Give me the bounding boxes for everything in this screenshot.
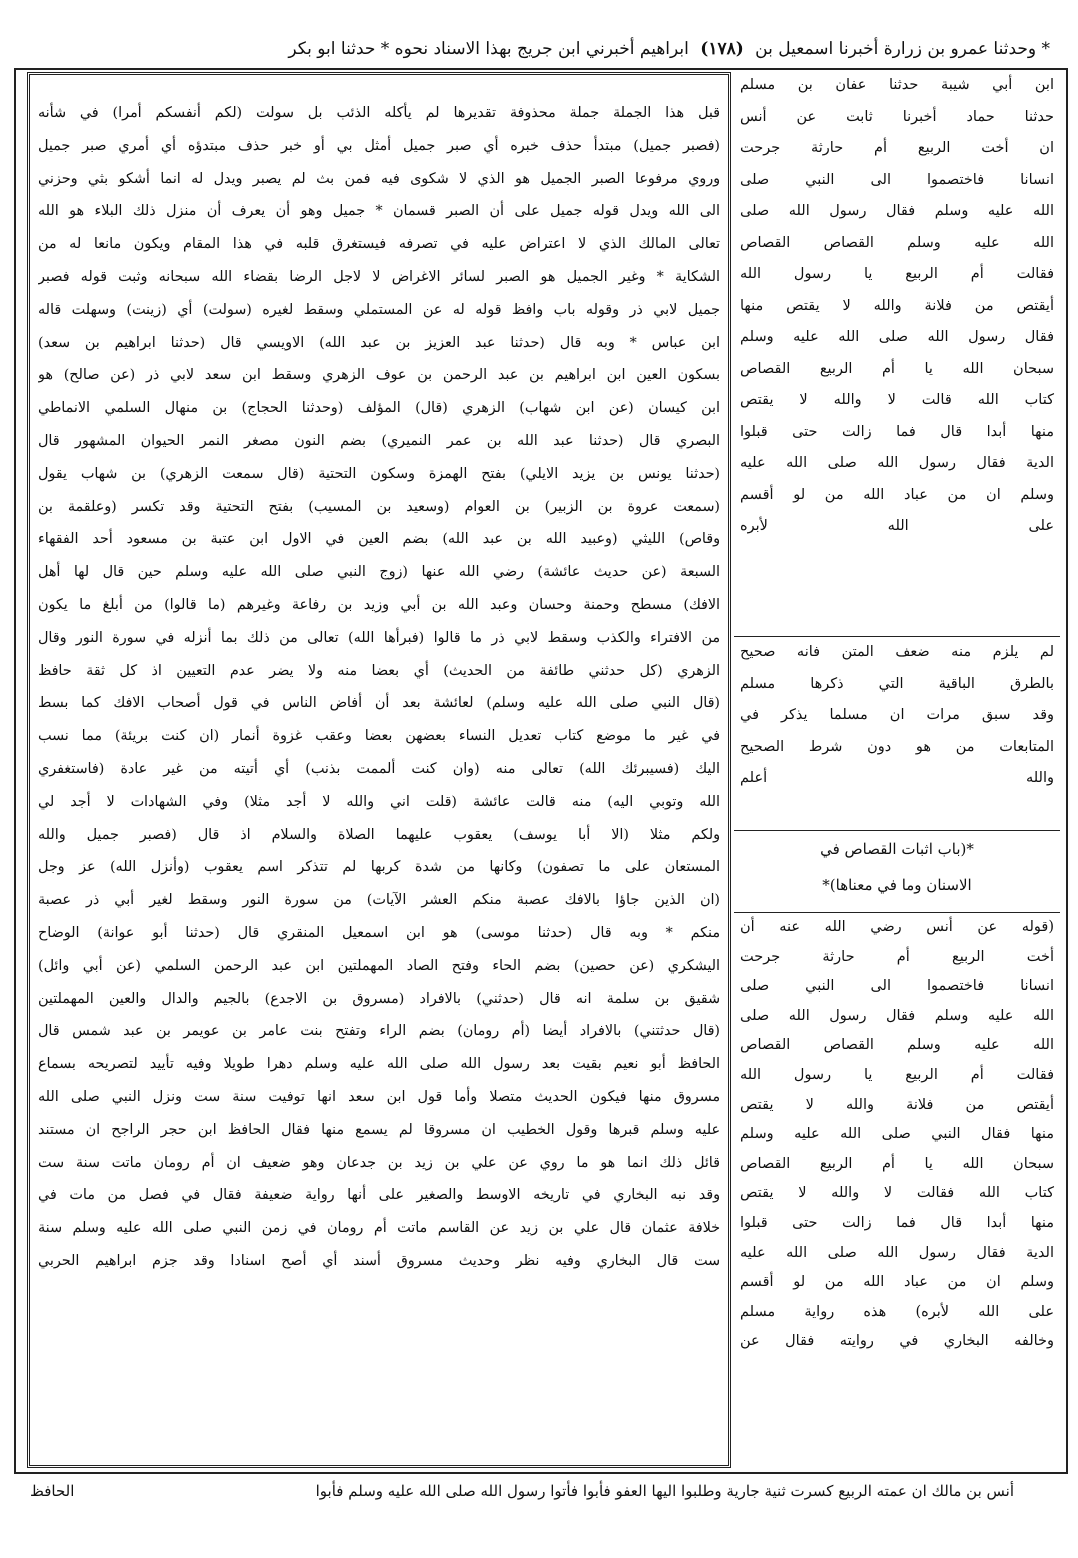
text-line: (فصبر جميل) مبتدأ حذف خبره أي صبر جميل أمثل بي أو خبر حذف مبتدؤه أي أمري صبر جميل: [38, 137, 720, 154]
page-footer: [30, 1474, 1040, 1508]
text-line: قائل ذلك انما هو ما روي عن علي بن زيد بن جدعان وهو ضعيف ان أم رومان ماتت سنة ست: [38, 1154, 720, 1171]
side-text-line: الله عليه وسلم القصاص القصاص: [740, 1037, 1054, 1054]
text-line: الشكاية * وغير الجميل هو الصبر لسائر الاغراض لا لاجل الرضا بقضاء الله سبحانه وثبت قوله فصبر: [38, 268, 720, 285]
side-text-line: كتاب الله فقالت لا والله لا يقتص: [740, 1185, 1054, 1202]
text-line: (ان الذين جاؤا بالافك عصبة منكم العشر الآيات) من سورة النور وسقط لغير أبي ذر عصبة: [38, 892, 720, 909]
main-commentary-column: [27, 72, 731, 1468]
text-line: في غير ما موضع كتاب تعديل النساء بعضهن بعضا وعقب غزوة أنمار (ان كنت بريئة) مما نسب: [38, 728, 720, 745]
text-line: الله وتوبي اليه) منه قالت عائشة (قلت اني والله لا أجد مثلا) وفي الشهادات لا أجد لي: [38, 793, 720, 810]
side-text-line: الله عليه وسلم فقال رسول الله صلى: [740, 1007, 1054, 1024]
text-line: خلافة عثمان قال علي بن زيد عن القاسم ماتت أم رومان في زمن النبي صلى الله عليه وسلم سنة: [38, 1220, 720, 1237]
text-line: ابن كيسان (عن ابن شهاب) الزهري (قال) المؤلف (وحدثنا الحجاج) بن منهال السلمي الانماطي: [38, 400, 720, 417]
side-chapter-heading: [734, 830, 1060, 911]
heading-line: *(باب اثبات القصاص في: [820, 840, 974, 858]
side-text-line: ابن أبي شيبة حدثنا عفان بن مسلم: [740, 77, 1054, 93]
side-note-line: لم يلزم منه ضعف المتن فانه صحيح: [740, 644, 1054, 660]
catchword: الحافظ: [30, 1482, 75, 1500]
side-text-line: على الله لأبره: [740, 518, 1054, 534]
side-text-line: أخت الربيع أم حارثة جرحت: [740, 948, 1054, 965]
side-note-line: وقد سبق مرات ان مسلما يذكر في: [740, 707, 1054, 723]
side-text-line: منها فقال النبي صلى الله عليه وسلم: [740, 1126, 1054, 1143]
text-line: اليك (فسيبرئك الله) تعالى منه (وان كنت ألممت بذنب) أي أتيته من غير عادة (فاستغفري: [38, 760, 720, 777]
text-line: وقاص) الليثي (وعبيد الله بن عبد الله) بضم العين في الاول ابن عتبة بن مسعود أحد الفقهاء: [38, 531, 720, 548]
side-text-line: أيقتص من فلانة والله لا يقتص منها: [740, 297, 1054, 314]
text-line: شقيق بن سلمة انه قال (حدثني) بالافراد (مسروق بن الاجدع) بالجيم والدال والعين المهملتين: [38, 990, 720, 1007]
side-text-line: ان أخت الربيع أم حارثة جرحت: [740, 140, 1054, 156]
side-text-line: فقالت أم الربيع يا رسول الله: [740, 266, 1054, 282]
side-text-line: وسلم ان من عباد الله من لو أقسم: [740, 486, 1054, 503]
text-line: من الافتراء والكذب وسقط لابي ذر ما قالوا (فبرأها الله) تعالى من ذلك بما أنزله في سورة النور وقال: [38, 629, 720, 646]
text-line: وقد نبه البخاري في تاريخه الاوسط والصغير على أنها رواية ضعيفة فقال في فصل من مات في: [38, 1187, 720, 1204]
footer-text: أنس بن مالك ان عمته الربيع كسرت ثنية جارية وطلبوا اليها العفو فأبوا فأتوا رسول الله صلى الله عليه وسلم فأبوا: [315, 1482, 1014, 1500]
side-text-line: على الله لأبره) هذه رواية مسلم: [740, 1303, 1054, 1320]
text-line: البصري قال (حدثنا عبد الله بن عمر النميري) بضم النون مصغر النمر الحيوان المشهور قال: [38, 432, 720, 449]
side-text-line: أيقتص من فلانة والله لا يقتص: [740, 1096, 1054, 1113]
text-line: ابن عباس * وبه قال (حدثنا عبد العزيز بن عبد الله) الاويسي قال (حدثنا ابراهيم بن سعد): [38, 334, 720, 351]
side-text-line: وخالفه البخاري في روايته فقال عن: [740, 1333, 1054, 1350]
side-text-line: حدثنا حماد أخبرنا ثابت عن أنس: [740, 108, 1054, 125]
side-text-line: سبحان الله يا أم الربيع القصاص: [740, 1155, 1054, 1172]
text-line: وروي مرفوعا الصبر الجميل هو الذي لا شكوى فيه فمن بث لم يصبر ويدل له انما أشكو بثي وحزني: [38, 170, 720, 187]
text-line: الى الله ويدل قوله جميل على أن الصبر قسمان * جميل وهو أن يعرف أن منزل ذلك البلاء هو الله: [38, 203, 720, 220]
header-left-text: ابراهيم أخبرني ابن جريج بهذا الاسناد نحوه * حدثنا ابو بكر: [288, 39, 689, 59]
side-text-line: (قوله عن أنس رضي الله عنه أن: [740, 919, 1054, 935]
side-text-line: منها أبدا قال فما زالت حتى قبلوا: [740, 423, 1054, 440]
page-number: (١٧٨): [700, 39, 744, 59]
text-line: ست قال البخاري وفيه نظر وحديث مسروق أسند أي أصح اسنادا وقد جزم ابراهيم الحربي: [38, 1252, 720, 1269]
text-line: بسكون العين ابن ابراهيم بن عبد الرحمن بن عوف الزهري وسقط ابن سعد لابي ذر (عن صالح) هو: [38, 367, 720, 384]
side-text-line: منها أبدا قال فما زالت حتى قبلوا: [740, 1214, 1054, 1231]
text-line: قبل هذا الجملة جملة محذوفة تقديرها لم يأكله الذئب بل سولت (لكم أنفسكم أمرا) في شأنه: [38, 105, 720, 121]
text-line: (سمعت عروة بن الزبير) بن العوام (وسعيد بن المسيب) بفتح التحتية وقد تكسر (وعلقمة بن: [38, 498, 720, 515]
side-note-line: بالطرق الباقية التي ذكرها مسلم: [740, 675, 1054, 692]
page-header: [28, 32, 1050, 66]
header-right-text: * وحدثنا عمرو بن زرارة أخبرنا اسمعيل بن: [755, 39, 1050, 59]
side-text-line: فقالت أم الربيع يا رسول الله: [740, 1066, 1054, 1083]
text-line: الزهري (كل حدثني طائفة من الحديث) أي بعضا منه ولا يضر عدم التعيين اذ كل ثقة حافظ: [38, 662, 720, 679]
side-text-line: انسانا فاختصموا الى النبي صلى: [740, 171, 1054, 188]
side-note-block: [734, 636, 1060, 829]
text-line: (حدثنا يونس بن يزيد الايلي) بفتح الهمزة وسكون التحتية (قال سمعت الزهري) بن شهاب يقول: [38, 465, 720, 482]
side-hadith-text-top: [734, 70, 1060, 630]
text-line: اليشكري (عن حصين) بضم الحاء وفتح الصاد المهملتين ابن عبد الرحمن السلمي (عن أبي وائل): [38, 957, 720, 974]
side-text-line: وسلم ان من عباد الله من لو أقسم: [740, 1274, 1054, 1291]
side-note-line: المتابعات من هو دون شرط الصحيح: [740, 738, 1054, 755]
text-line: جميل لابي ذر وقوله باب وافظ قوله له عن المستملي وسقط لغيره (سولت) أي (زينت) وسهلت قاله: [38, 301, 720, 318]
side-text-line: الله عليه وسلم القصاص القصاص: [740, 234, 1054, 251]
text-line: الحافظ أبو نعيم بقيت بعد رسول الله صلى الله عليه وسلم دهرا طويلا وفيه تأييد لتصريحه بسماع: [38, 1056, 720, 1073]
text-line: مسروق منها فيكون الحديث متصلا وأما قول ابن سعد انها توفيت سنة ست ونزل النبي صلى الله: [38, 1088, 720, 1105]
text-line: الافك) مسطح وحمنة وحسان وعبد الله بن أبي وزيد بن رفاعة وغيرهم (ما قالوا) من أبلغ ما يكون: [38, 596, 720, 613]
side-text-line: كتاب الله قالت لا والله لا يقتص: [740, 392, 1054, 408]
side-note-line: والله أعلم: [740, 770, 1054, 786]
text-line: عليه وسلم قبرها وقول الخطيب ان مسروقا لم يسمع منها فقال الحافظ ابن حجر الراجح ان مستند: [38, 1121, 720, 1138]
side-text-line: الدية فقال رسول الله صلى الله عليه: [740, 1244, 1054, 1261]
side-text-line: الدية فقال رسول الله صلى الله عليه: [740, 455, 1054, 471]
text-line: منكم * وبه قال (حدثنا موسى) هو ابن اسمعيل المنقري قال (حدثنا أبو عوانة) الوضاح: [38, 924, 720, 941]
text-line: تعالى المالك الذي لا اعتراض عليه في تصرفه فيستغرق قلبه في هذا المقام ويكون مانعا له من: [38, 236, 720, 253]
side-text-line: فقال رسول الله صلى الله عليه وسلم: [740, 329, 1054, 345]
text-line: (قال حدثتني) بالافراد أيضا (أم رومان) بضم الراء وتفتح بنت عامر بن عويمر بن عبد شمس قال: [38, 1023, 720, 1040]
text-line: المستعان على ما تصفون) وكانها من شدة كربها لم تتذكر اسم يعقوب (وأنزل الله) عز وجل: [38, 859, 720, 876]
heading-line: الاسنان وما في معناها)*: [822, 876, 972, 894]
side-commentary-bottom: [734, 912, 1060, 1469]
side-text-line: انسانا فاختصموا الى النبي صلى: [740, 978, 1054, 995]
side-text-line: سبحان الله يا أم الربيع القصاص: [740, 360, 1054, 377]
text-line: السبعة (عن حديث عائشة) رضي الله عنها (زوج النبي صلى الله عليه وسلم حين قال لها أهل: [38, 564, 720, 581]
side-text-line: الله عليه وسلم فقال رسول الله صلى: [740, 203, 1054, 219]
text-line: ولكم مثلا (الا أبا يوسف) يعقوب عليهما الصلاة والسلام اذ قال (فصبر جميل والله: [38, 826, 720, 843]
text-line: (قال النبي صلى الله عليه وسلم) لعائشة بعد أن أفاض الناس في قول أصحاب الافك كما بسط: [38, 695, 720, 712]
